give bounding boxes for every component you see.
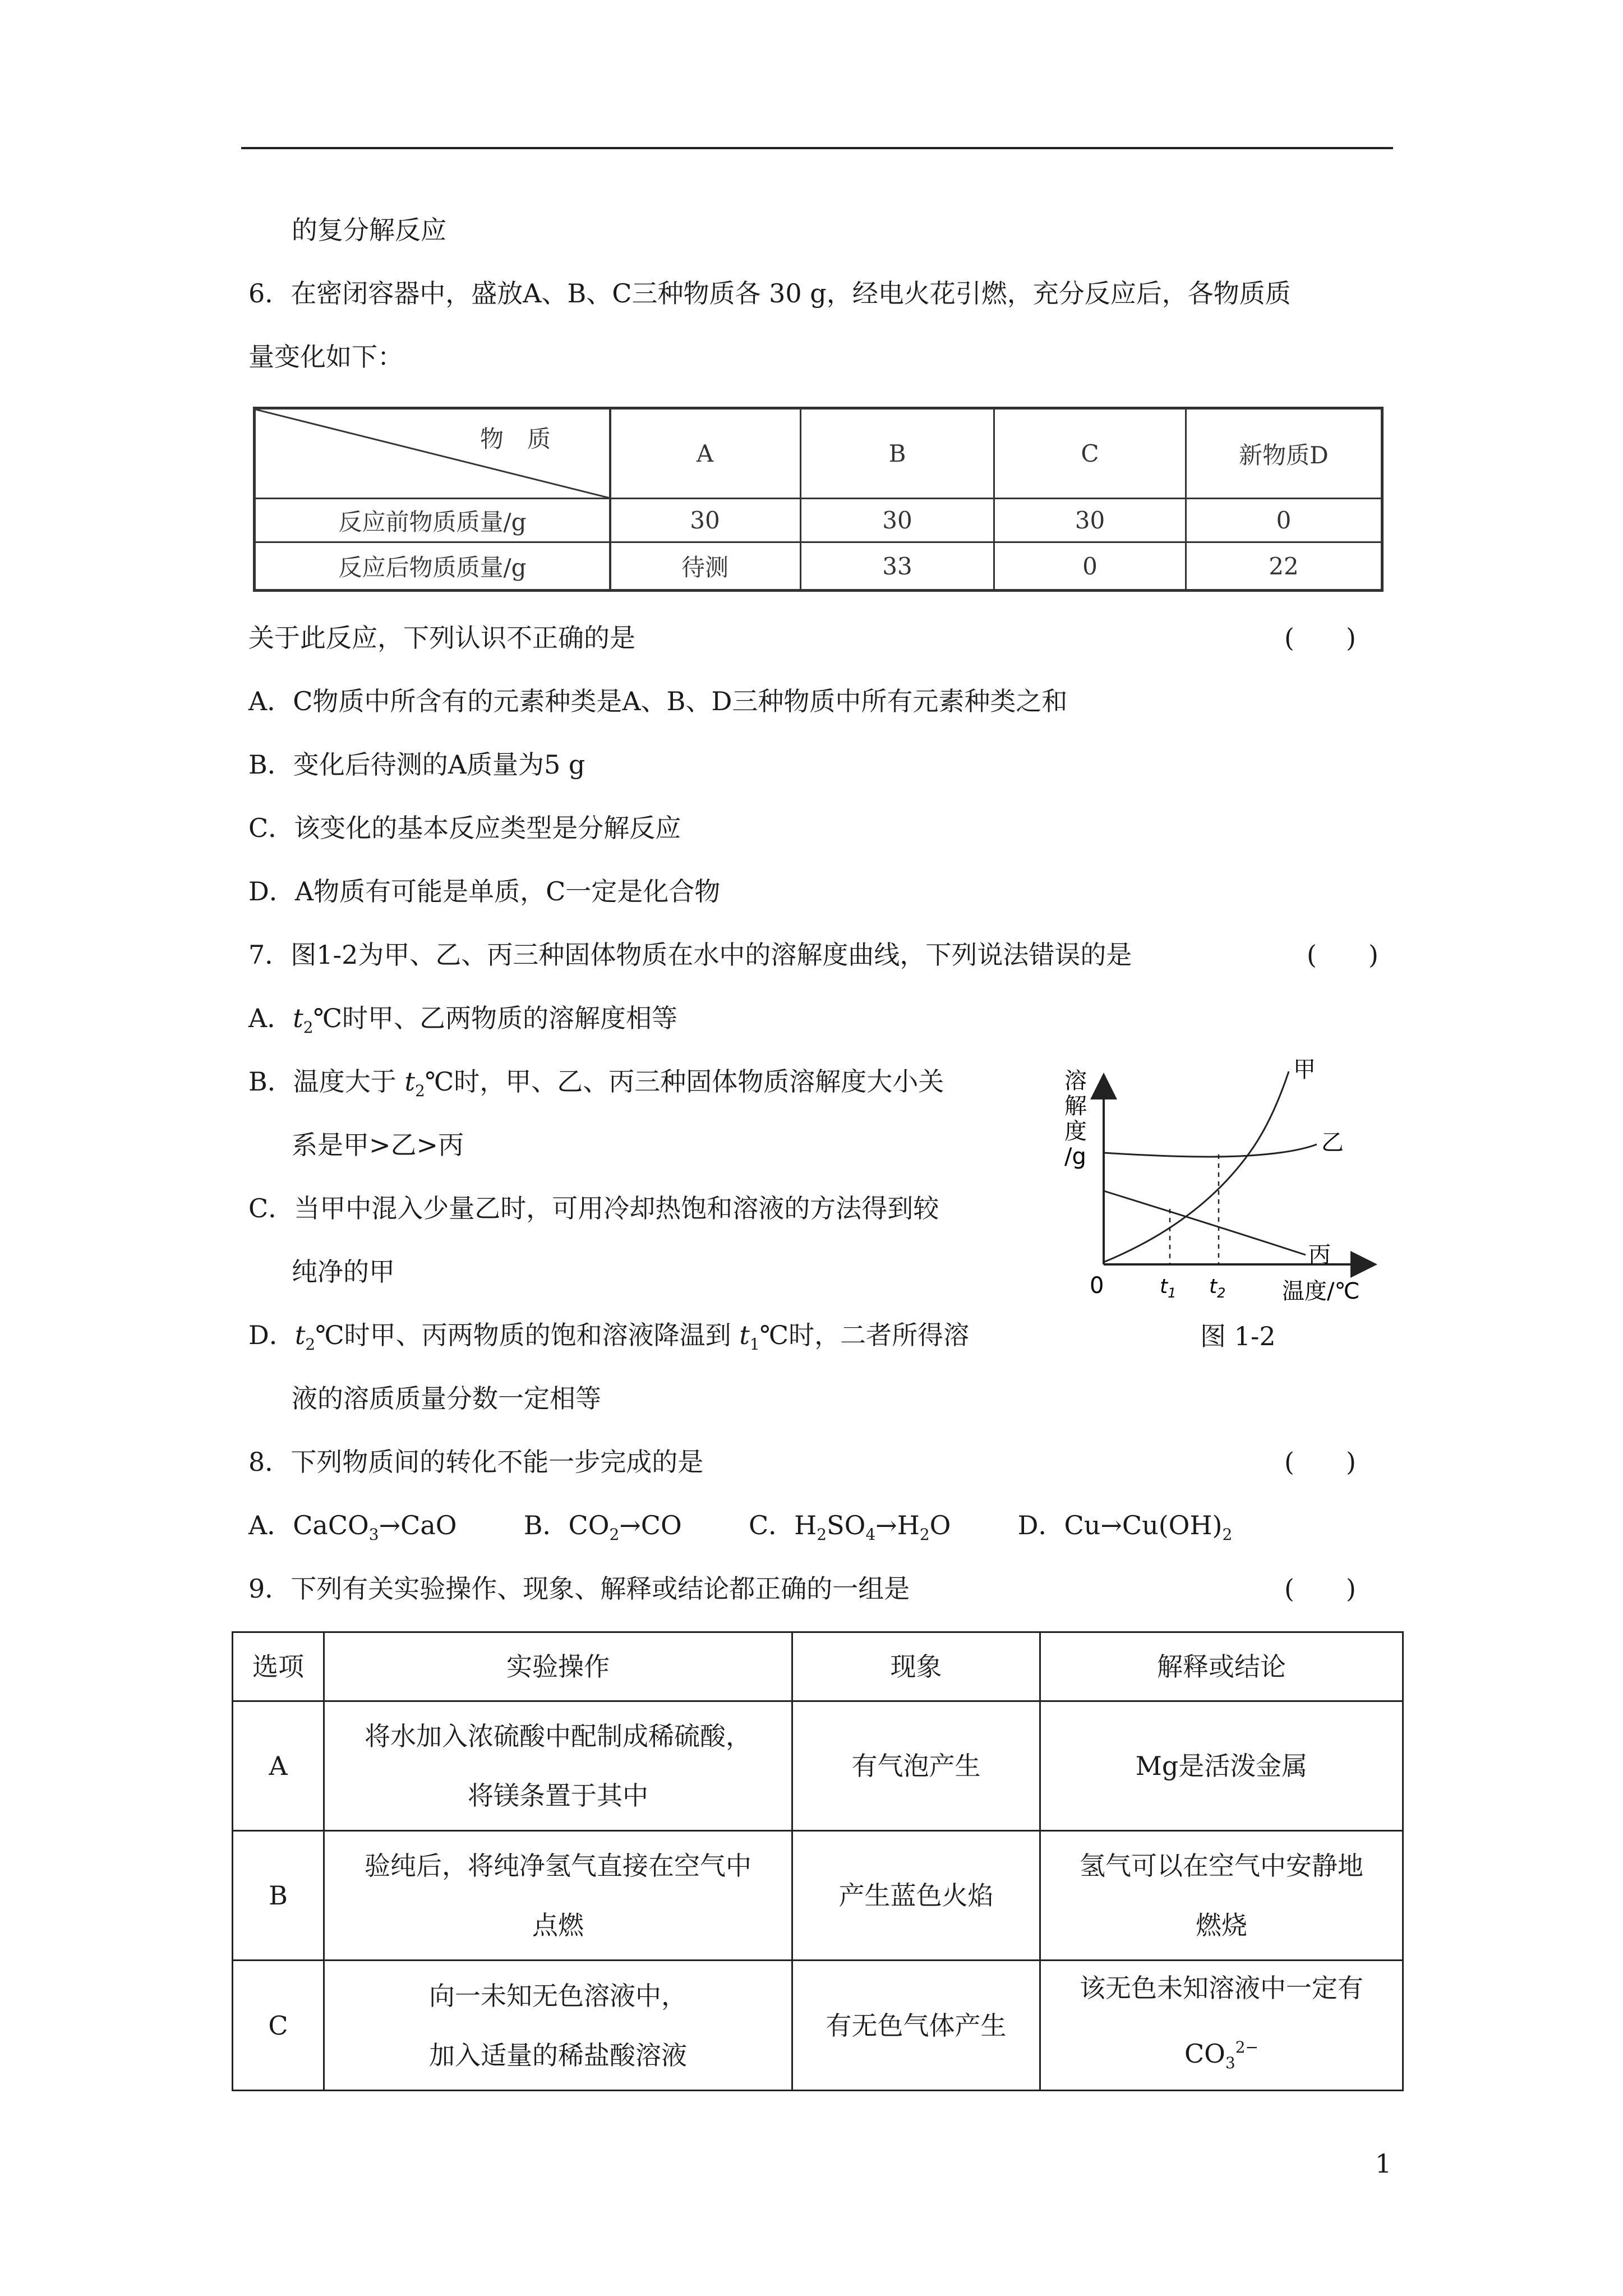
ylabel-char: 溶 <box>1064 1068 1087 1094</box>
row-phenomenon: 产生蓝色火焰 <box>838 1880 994 1911</box>
row-label-before: 反应前物质质量/g <box>338 508 527 536</box>
row-operation: 验纯后，将纯净氢气直接在空气中 点燃 <box>365 1851 751 1940</box>
row-conclusion: 该无色未知溶液中一定有 $CO_3^{2-}$ <box>1080 1972 1363 2072</box>
question-9: 9．下列有关实验操作、现象、解释或结论都正确的一组是 <box>248 1573 910 1604</box>
question-6-ask: 关于此反应，下列认识不正确的是 <box>248 623 635 653</box>
row-operation: 将水加入浓硫酸中配制成稀硫酸， 将镁条置于其中 <box>365 1721 751 1811</box>
experiment-table <box>232 1631 1404 2091</box>
option-a: A．C物质中所含有的元素种类是A、B、D三种物质中所有元素种类之和 <box>248 686 1068 716</box>
row-option: B <box>269 1880 288 1911</box>
table-cell: 33 <box>882 552 912 580</box>
solubility-figure <box>1059 1055 1395 1335</box>
table-cell: 0 <box>1276 507 1292 534</box>
curve-yi <box>1104 1144 1317 1157</box>
row-operation: 向一未知无色溶液中， 加入适量的稀盐酸溶液 <box>429 1980 687 2070</box>
row-conclusion: 氢气可以在空气中安静地 燃烧 <box>1080 1851 1363 1940</box>
question-6-line-2: 量变化如下： <box>248 342 403 372</box>
col-b: B <box>888 440 906 467</box>
answer-paren: ( ) <box>1284 1447 1356 1477</box>
question-8: 8．下列物质间的转化不能一步完成的是 <box>248 1447 704 1477</box>
header-conclusion: 解释或结论 <box>1157 1651 1286 1682</box>
q7-option-d-cont: 液的溶质质量分数一定相等 <box>292 1383 601 1414</box>
table-cell: 0 <box>1082 552 1098 580</box>
t2-label: $t_2$ <box>1209 1275 1226 1301</box>
solubility-chart <box>1059 1055 1395 1335</box>
row-option: C <box>268 2010 288 2041</box>
header-rule <box>241 147 1393 149</box>
header-substance: 物 质 <box>480 425 551 453</box>
row-phenomenon: 有无色气体产生 <box>826 2010 1007 2041</box>
origin-label: 0 <box>1090 1273 1104 1299</box>
option-b: B．变化后待测的A质量为5 g <box>248 749 585 780</box>
header-phenomenon: 现象 <box>890 1651 942 1682</box>
ylabel-char: 解 <box>1064 1093 1087 1119</box>
col-d: 新物质D <box>1239 441 1329 469</box>
table-cell: 待测 <box>681 554 728 581</box>
ylabel-char: /g <box>1064 1144 1086 1170</box>
q7-option-c: C．当甲中混入少量乙时，可用冷却热饱和溶液的方法得到较 <box>248 1193 939 1223</box>
q7-option-b-cont: 系是甲>乙>丙 <box>292 1130 464 1160</box>
q7-option-d: D．$t_2℃$时甲、丙两物质的饱和溶液降温到 $t_1℃$时，二者所得溶 <box>248 1320 970 1354</box>
answer-paren: ( ) <box>1307 940 1378 970</box>
col-c: C <box>1081 440 1099 467</box>
option-c: C．该变化的基本反应类型是分解反应 <box>248 813 681 843</box>
answer-paren: ( ) <box>1284 1573 1356 1604</box>
table-cell: 22 <box>1269 552 1299 580</box>
table-cell: 30 <box>882 507 912 534</box>
row-conclusion: Mg是活泼金属 <box>1135 1751 1308 1781</box>
q7-option-a: A．$t_2℃$时甲、乙两物质的溶解度相等 <box>248 1003 678 1037</box>
row-phenomenon: 有气泡产生 <box>851 1751 981 1781</box>
row-option: A <box>269 1751 288 1781</box>
curve-jia <box>1104 1071 1289 1262</box>
xlabel: 温度/℃ <box>1282 1278 1360 1304</box>
row-label-after: 反应后物质质量/g <box>338 554 527 581</box>
q7-option-b: B．温度大于 $t_2℃$时，甲、乙、丙三种固体物质溶解度大小关 <box>248 1066 944 1100</box>
curve-bing <box>1104 1191 1306 1255</box>
label-jia: 甲 <box>1293 1057 1316 1083</box>
text-line: 的复分解反应 <box>292 215 446 245</box>
q7-option-c-cont: 纯净的甲 <box>292 1257 395 1287</box>
header-operation: 实验操作 <box>506 1651 610 1682</box>
question-7: 7．图1-2为甲、乙、丙三种固体物质在水中的溶解度曲线，下列说法错误的是 <box>248 940 1132 970</box>
t1-label: $t_1$ <box>1160 1275 1177 1301</box>
label-yi: 乙 <box>1321 1130 1344 1156</box>
label-bing: 丙 <box>1308 1242 1331 1268</box>
col-a: A <box>696 440 714 467</box>
table-cell: 30 <box>1075 507 1105 534</box>
page-number: 1 <box>1375 2148 1392 2179</box>
answer-paren: ( ) <box>1284 623 1356 653</box>
mass-change-table <box>253 407 1384 592</box>
q8-options: A．CaCO$_3$→CaO B．$CO_2\to CO$ C．$H_2SO_4\to H_2O$ D．$Cu\to Cu(OH)_2$ <box>248 1510 1233 1544</box>
question-6-line-1: 6．在密闭容器中，盛放A、B、C三种物质各 30 g，经电火花引燃，充分反应后，各物质质 <box>248 278 1291 309</box>
option-d: D．A物质有可能是单质，C一定是化合物 <box>248 876 721 907</box>
figure-caption: 图 1-2 <box>1200 1321 1276 1351</box>
ylabel-char: 度 <box>1064 1119 1087 1144</box>
header-option: 选项 <box>252 1651 304 1682</box>
table-cell: 30 <box>690 507 720 534</box>
